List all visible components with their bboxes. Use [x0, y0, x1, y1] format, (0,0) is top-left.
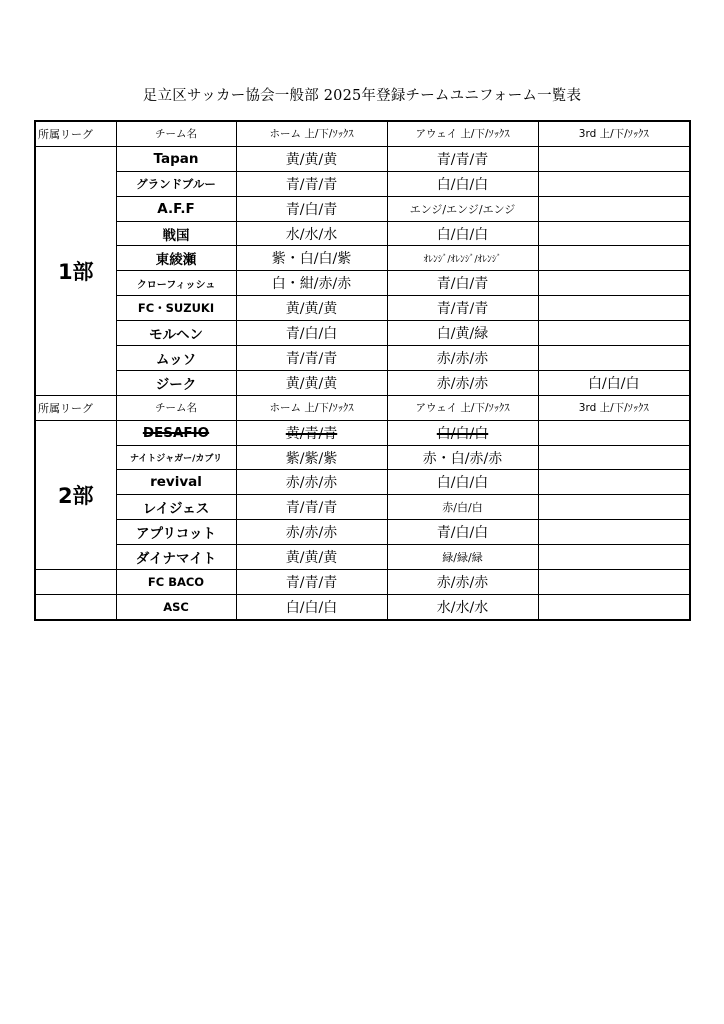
- third-colors: [538, 221, 690, 246]
- page-title: 足立区サッカー協会一般部 2025年登録チームユニフォーム一覧表: [142, 88, 582, 104]
- header-third: 3rd 上/下/ｿｯｸｽ: [538, 395, 690, 420]
- table-row: [35, 271, 690, 296]
- header-league: 所属リーグ: [35, 395, 116, 420]
- away-colors: 赤/赤/赤: [387, 370, 538, 395]
- header-league: 所属リーグ: [35, 121, 116, 146]
- table-row: [35, 470, 690, 495]
- third-colors: [538, 321, 690, 346]
- division-label: 1部: [35, 146, 116, 395]
- home-colors: 黄/黄/黄: [236, 370, 387, 395]
- team-name: FC・SUZUKI: [116, 296, 236, 321]
- team-name: revival: [116, 470, 236, 495]
- third-colors: [538, 146, 690, 171]
- home-colors: 白/白/白: [236, 594, 387, 619]
- away-colors: 赤・白/赤/赤: [387, 445, 538, 470]
- table-row: [35, 570, 690, 595]
- table-row: [35, 370, 690, 395]
- team-name: クローフィッシュ: [116, 271, 236, 296]
- header-row: [35, 121, 690, 146]
- away-colors: 白/白/白: [387, 420, 538, 445]
- header-home: ホーム 上/下/ｿｯｸｽ: [236, 395, 387, 420]
- team-name: ジーク: [116, 370, 236, 395]
- away-colors: 水/水/水: [387, 594, 538, 619]
- home-colors: 青/青/青: [236, 346, 387, 371]
- division-label: 2部: [35, 420, 116, 569]
- table-row: [35, 146, 690, 171]
- home-colors: 黄/青/青: [236, 420, 387, 445]
- team-name: モルヘン: [116, 321, 236, 346]
- table-row: [35, 171, 690, 196]
- home-colors: 黄/黄/黄: [236, 146, 387, 171]
- table-row: [35, 495, 690, 520]
- header-away: アウェイ 上/下/ｿｯｸｽ: [387, 121, 538, 146]
- third-colors: [538, 296, 690, 321]
- third-colors: [538, 196, 690, 221]
- home-colors: 青/白/白: [236, 321, 387, 346]
- away-colors: 青/白/白: [387, 520, 538, 545]
- home-colors: 赤/赤/赤: [236, 520, 387, 545]
- home-colors: 青/青/青: [236, 570, 387, 595]
- away-colors: 赤/赤/赤: [387, 346, 538, 371]
- team-name: DESAFIO: [116, 420, 236, 445]
- away-colors: 白/白/白: [387, 470, 538, 495]
- table-row: [35, 420, 690, 445]
- home-colors: 白・紺/赤/赤: [236, 271, 387, 296]
- header-away: アウェイ 上/下/ｿｯｸｽ: [387, 395, 538, 420]
- away-colors: 赤/赤/赤: [387, 570, 538, 595]
- home-colors: 紫・白/白/紫: [236, 246, 387, 271]
- team-name: グランドブルー: [116, 171, 236, 196]
- third-colors: 白/白/白: [538, 370, 690, 395]
- team-name: ASC: [116, 594, 236, 619]
- header-home: ホーム 上/下/ｿｯｸｽ: [236, 121, 387, 146]
- away-colors: 青/青/青: [387, 146, 538, 171]
- team-name: アプリコット: [116, 520, 236, 545]
- uniform-table: [34, 120, 691, 621]
- away-colors: 赤/白/白: [387, 495, 538, 520]
- home-colors: 水/水/水: [236, 221, 387, 246]
- home-colors: 赤/赤/赤: [236, 470, 387, 495]
- team-name: A.F.F: [116, 196, 236, 221]
- away-colors: 緑/緑/緑: [387, 545, 538, 570]
- table-row: [35, 221, 690, 246]
- home-colors: 青/青/青: [236, 171, 387, 196]
- header-team: チーム名: [116, 121, 236, 146]
- home-colors: 紫/紫/紫: [236, 445, 387, 470]
- away-colors: 青/白/青: [387, 271, 538, 296]
- home-colors: 黄/黄/黄: [236, 296, 387, 321]
- third-colors: [538, 445, 690, 470]
- team-name: Tapan: [116, 146, 236, 171]
- table-row: [35, 520, 690, 545]
- header-row: [35, 395, 690, 420]
- table-row: [35, 346, 690, 371]
- home-colors: 黄/黄/黄: [236, 545, 387, 570]
- table-row: [35, 321, 690, 346]
- third-colors: [538, 346, 690, 371]
- division-label-empty: [35, 570, 116, 595]
- team-name: ナイトジャガー/カブリ: [116, 445, 236, 470]
- third-colors: [538, 271, 690, 296]
- away-colors: 白/黄/緑: [387, 321, 538, 346]
- third-colors: [538, 520, 690, 545]
- away-colors: ｵﾚﾝｼﾞ/ｵﾚﾝｼﾞ/ｵﾚﾝｼﾞ: [387, 246, 538, 271]
- team-name: ダイナマイト: [116, 545, 236, 570]
- third-colors: [538, 171, 690, 196]
- third-colors: [538, 246, 690, 271]
- team-name: 東綾瀬: [116, 246, 236, 271]
- third-colors: [538, 545, 690, 570]
- table-row: [35, 545, 690, 570]
- third-colors: [538, 495, 690, 520]
- third-colors: [538, 594, 690, 619]
- team-name: 戦国: [116, 221, 236, 246]
- away-colors: 白/白/白: [387, 171, 538, 196]
- team-name: ムッソ: [116, 346, 236, 371]
- header-team: チーム名: [116, 395, 236, 420]
- table-row: [35, 594, 690, 619]
- third-colors: [538, 570, 690, 595]
- away-colors: エンジ/エンジ/エンジ: [387, 196, 538, 221]
- table-row: [35, 196, 690, 221]
- table-row: [35, 246, 690, 271]
- home-colors: 青/白/青: [236, 196, 387, 221]
- away-colors: 白/白/白: [387, 221, 538, 246]
- division-label-empty: [35, 594, 116, 619]
- third-colors: [538, 470, 690, 495]
- away-colors: 青/青/青: [387, 296, 538, 321]
- table-row: [35, 445, 690, 470]
- header-third: 3rd 上/下/ｿｯｸｽ: [538, 121, 690, 146]
- team-name: FC BACO: [116, 570, 236, 595]
- home-colors: 青/青/青: [236, 495, 387, 520]
- table-row: [35, 296, 690, 321]
- team-name: レイジェス: [116, 495, 236, 520]
- third-colors: [538, 420, 690, 445]
